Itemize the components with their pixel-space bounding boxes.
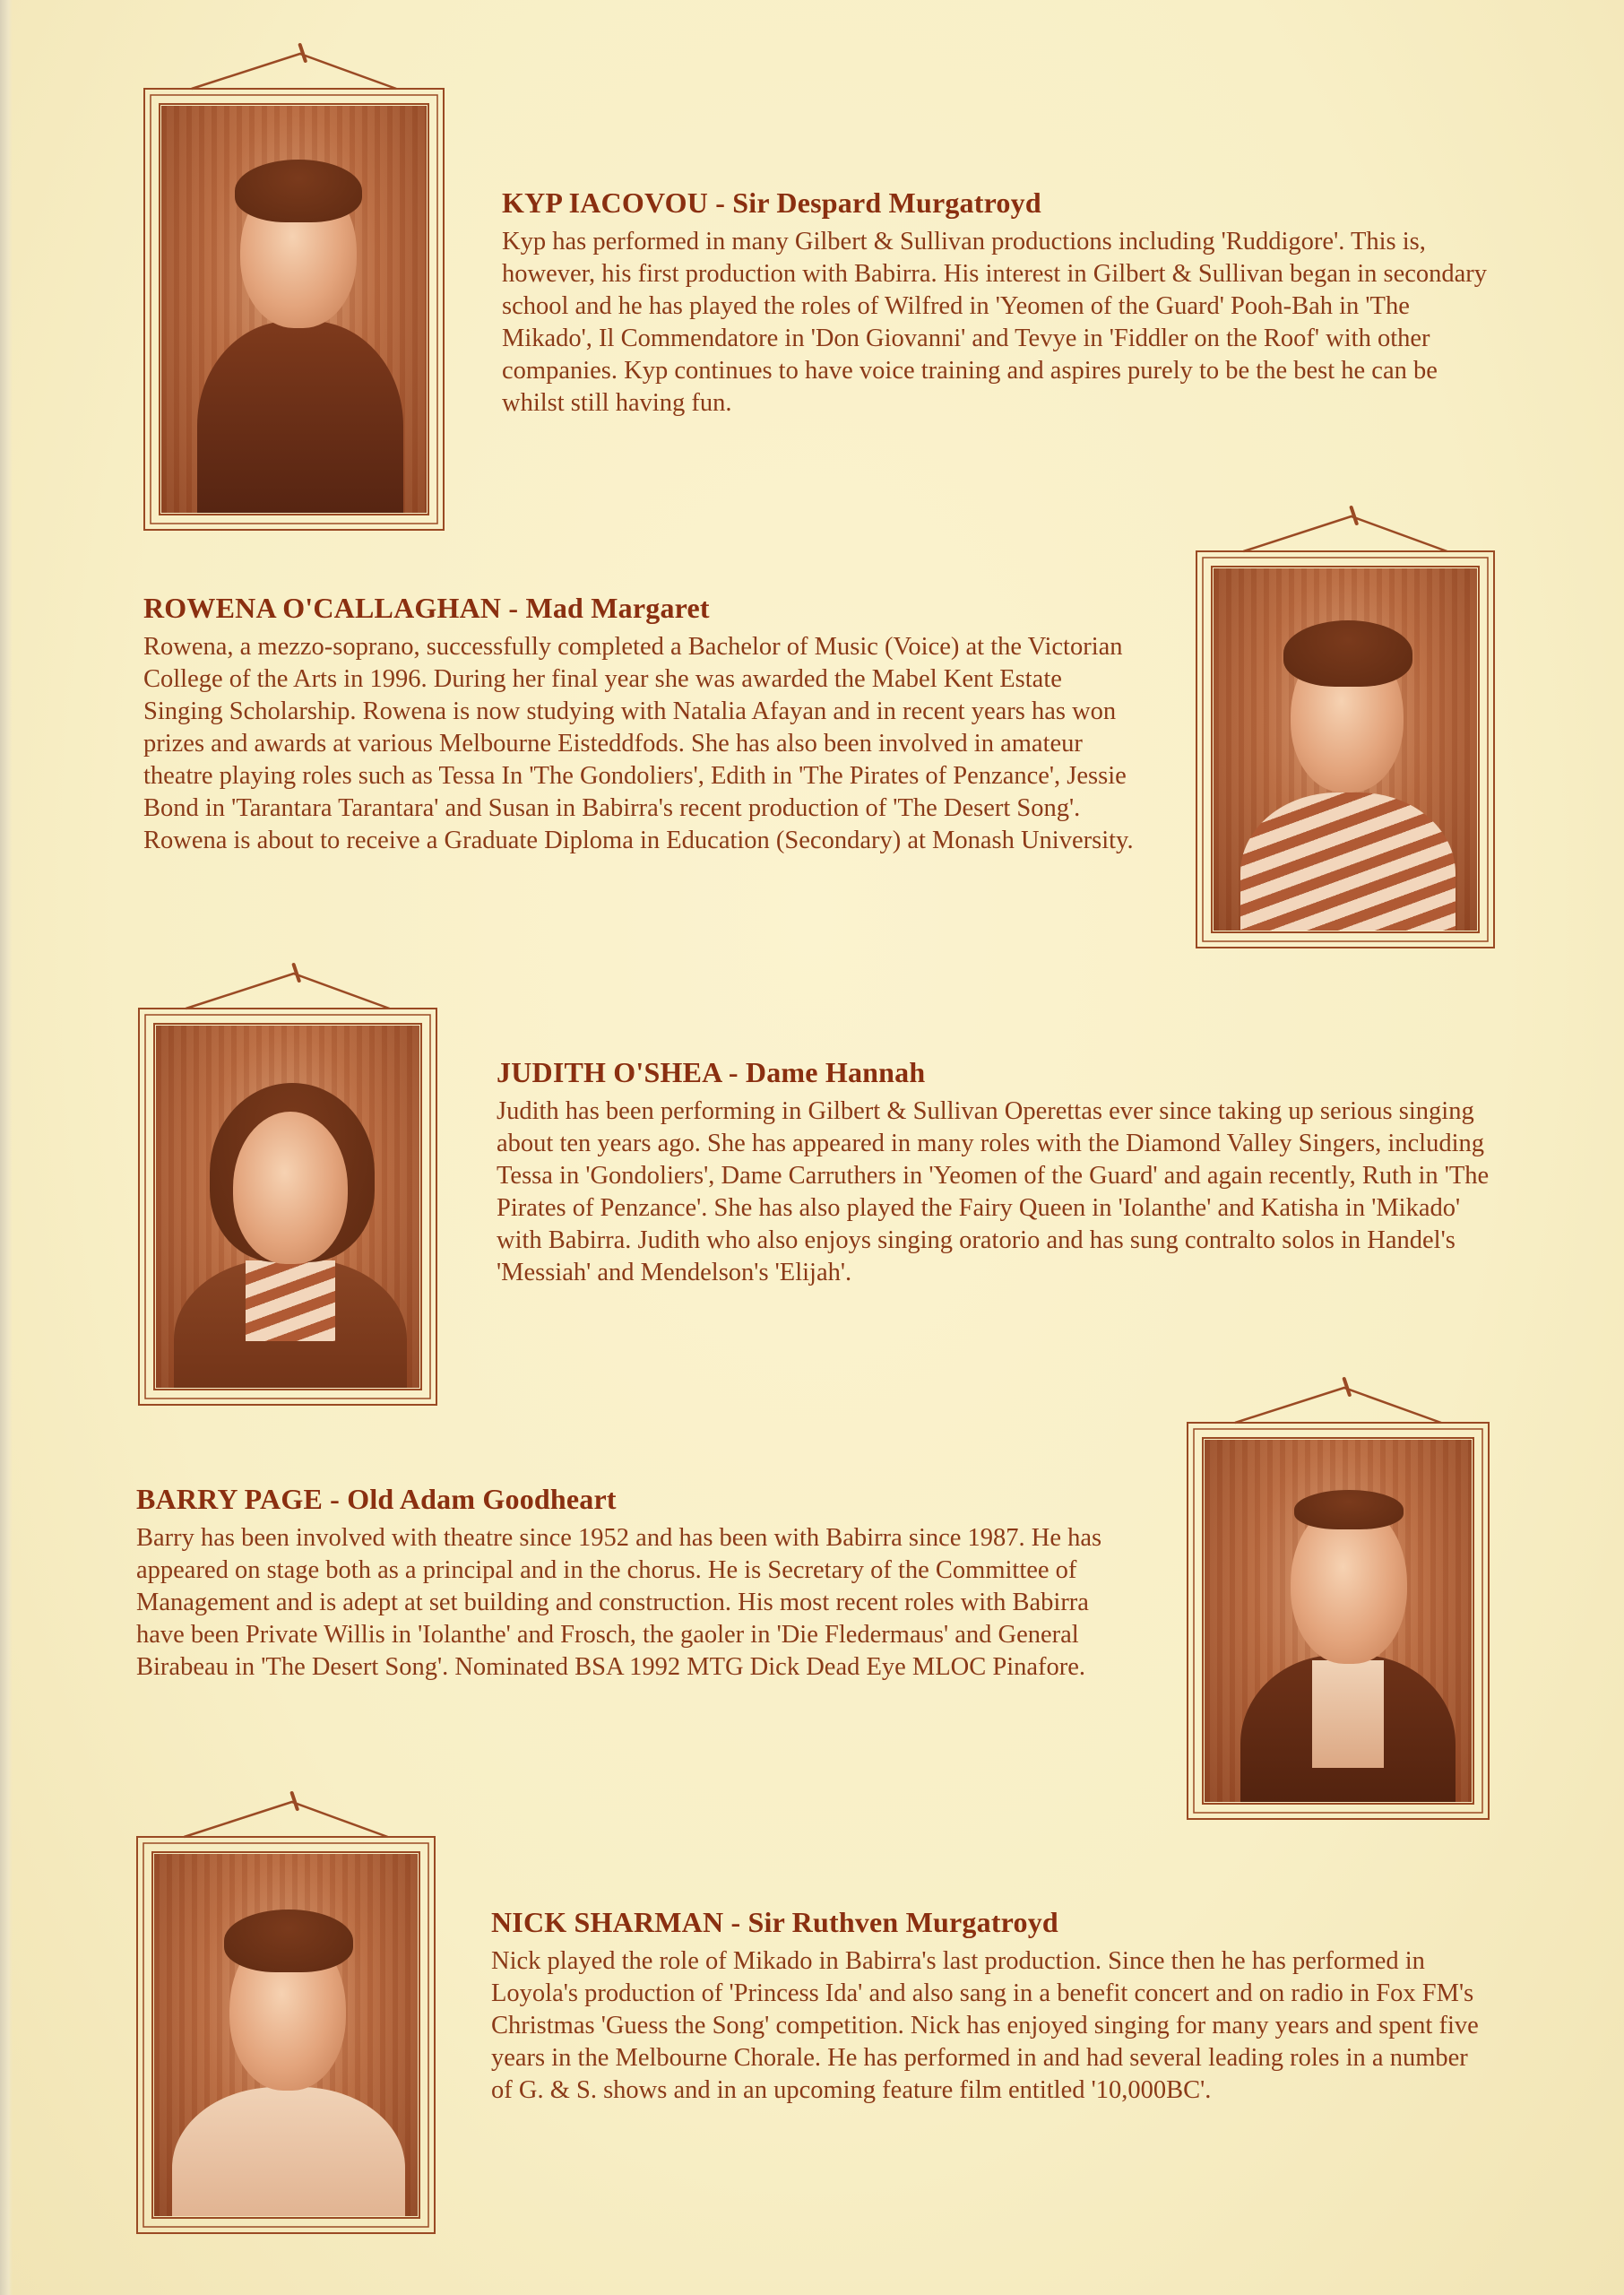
portrait-photo-judith: [156, 1026, 419, 1388]
portrait-frame-judith: [138, 1008, 437, 1406]
portrait-frame-barry: [1187, 1422, 1490, 1820]
bio-nick: [491, 1904, 1495, 2107]
bio-text: Nick played the role of Mikado in Babirra's last production. Since then he has performed in Loyola's production of 'Princess Ida' and also sang in a benefit concert and on radio in Fox FM's Christmas 'Guess the Song' competition. Nick has enjoyed singing for many years and spent five years in the Melbourne Chorale. He has performed in and had several leading roles in a number of G. & S. shows and in an upcoming feature film entitled '10,000BC'.: [491, 1947, 1479, 2104]
portrait-photo-kyp: [161, 106, 427, 513]
bio-heading: JUDITH O'SHEA - Dame Hannah: [497, 1056, 926, 1088]
bio-text: Judith has been performing in Gilbert & Sullivan Operettas ever since taking up serious singing about ten years ago. She has appeared in many roles with the Diamond Valley Singers, including Tessa in 'Gondoliers', Dame Carruthers in 'Yeomen of the Guard' and again recently, Ruth in 'The Pirates of Penzance'. She has also played the Fairy Queen in 'Iolanthe' and Katisha in 'Mikado' with Babirra. Judith who also enjoys singing oratorio and has sung contralto solos in Handel's 'Messiah' and Mendelson's 'Elijah'.: [497, 1097, 1490, 1286]
portrait-frame-rowena: [1196, 550, 1495, 948]
bio-heading: NICK SHARMAN - Sir Ruthven Murgatroyd: [491, 1906, 1058, 1938]
portrait-photo-rowena: [1214, 568, 1477, 931]
portrait-frame-nick: [136, 1836, 436, 2234]
bio-rowena: [143, 590, 1138, 857]
bio-judith: [497, 1054, 1491, 1289]
bio-text: Rowena, a mezzo-soprano, successfully completed a Bachelor of Music (Voice) at the Victorian College of the Arts in 1996. During her final year she was awarded the Mabel Kent Estate Singing Scholarship. Rowena is now studying with Natalia Afayan and in recent years has won prizes and awards at various Melbourne Eisteddfods. She has also been involved in amateur theatre playing roles such as Tessa In 'The Gondoliers', Edith in 'The Pirates of Penzance', Jessie Bond in 'Tarantara Tarantara' and Susan in Babirra's recent production of 'The Desert Song'. Rowena is about to receive a Graduate Diploma in Education (Secondary) at Monash University.: [143, 633, 1134, 854]
portrait-photo-nick: [154, 1854, 418, 2216]
bio-heading: BARRY PAGE - Old Adam Goodheart: [136, 1483, 617, 1515]
bio-heading: ROWENA O'CALLAGHAN - Mad Margaret: [143, 592, 710, 624]
bio-kyp: [502, 185, 1488, 420]
bio-text: Barry has been involved with theatre since 1952 and has been with Babirra since 1987. He has appeared on stage both as a principal and in the chorus. He is Secretary of the Committee of Management and is adept at set building and construction. His most recent roles with Babirra have been Private Willis in 'Iolanthe' and Frosch, the gaoler in 'Die Fledermaus' and General Birabeau in 'The Desert Song'. Nominated BSA 1992 MTG Dick Dead Eye MLOC Pinafore.: [136, 1524, 1102, 1681]
portrait-photo-barry: [1205, 1440, 1472, 1802]
bio-barry: [136, 1481, 1131, 1684]
portrait-frame-kyp: [143, 88, 445, 531]
bio-text: Kyp has performed in many Gilbert & Sullivan productions including 'Ruddigore'. This is, however, his first production with Babirra. His interest in Gilbert & Sullivan began in secondary school and he has played the roles of Wilfred in 'Yeomen of the Guard' Pooh-Bah in 'The Mikado', Il Commendatore in 'Don Giovanni' and Tevye in 'Fiddler on the Roof' with other companies. Kyp continues to have voice training and aspires purely to be the best he can be whilst still having fun.: [502, 228, 1488, 417]
page-binding-edge: [0, 0, 13, 2295]
bio-heading: KYP IACOVOU - Sir Despard Murgatroyd: [502, 186, 1041, 219]
